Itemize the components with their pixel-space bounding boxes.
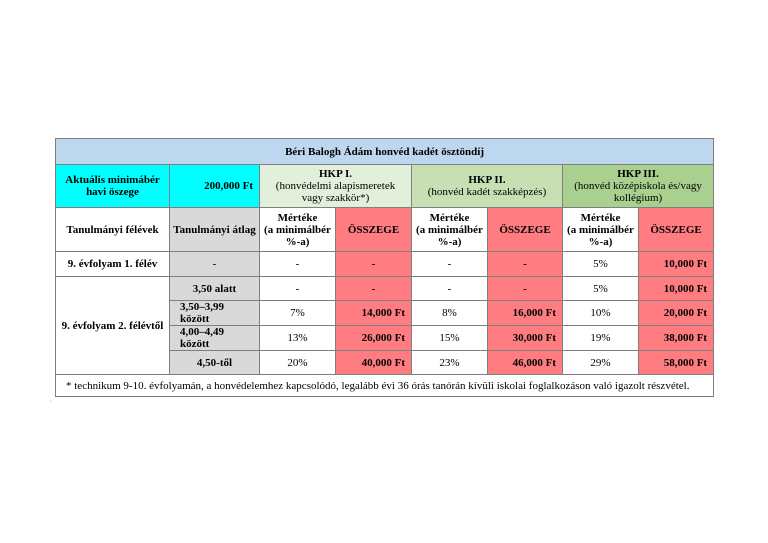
- hkp3-percent: 29%: [563, 351, 639, 375]
- table-row: [56, 252, 714, 277]
- hkp3-amount: 38,000 Ft: [639, 326, 714, 351]
- hkp1-percent: -: [260, 252, 336, 277]
- hkp1-amount: 14,000 Ft: [336, 301, 412, 326]
- hkp2-amount: 16,000 Ft: [488, 301, 563, 326]
- hkp2-amount: 30,000 Ft: [488, 326, 563, 351]
- paragraph-mark: ◦: [49, 398, 53, 405]
- header-hkp1-osszeg: ÖSSZEGE: [336, 208, 412, 252]
- hkp3-percent: 19%: [563, 326, 639, 351]
- hkp1-header: HKP I. (honvédelmi alapismeretek vagy szakkör*): [260, 165, 412, 208]
- hkp2-percent: 8%: [412, 301, 488, 326]
- table-row: [56, 277, 714, 301]
- hkp2-percent: -: [412, 252, 488, 277]
- hkp1-amount: -: [336, 277, 412, 301]
- header-felevek: Tanulmányi félévek: [56, 208, 170, 252]
- hkp1-percent: 7%: [260, 301, 336, 326]
- header-hkp2-osszeg: ÖSSZEGE: [488, 208, 563, 252]
- hkp3-percent: 5%: [563, 277, 639, 301]
- header-hkp2-mertek: Mértéke (a minimálbér %-a): [412, 208, 488, 252]
- header-hkp3-osszeg: ÖSSZEGE: [639, 208, 714, 252]
- atlag-cell: 3,50–3,99 között: [170, 301, 260, 326]
- felev-cell: 9. évfolyam 2. félévtől: [56, 277, 170, 375]
- hkp3-amount: 10,000 Ft: [639, 277, 714, 301]
- scholarship-table: [55, 138, 714, 397]
- hkp1-amount: 40,000 Ft: [336, 351, 412, 375]
- hkp1-percent: 20%: [260, 351, 336, 375]
- atlag-cell: -: [170, 252, 260, 277]
- hkp1-percent: 13%: [260, 326, 336, 351]
- header-hkp3-mertek: Mértéke (a minimálbér %-a): [563, 208, 639, 252]
- felev-cell: 9. évfolyam 1. félév: [56, 252, 170, 277]
- hkp2-percent: 23%: [412, 351, 488, 375]
- hkp2-percent: -: [412, 277, 488, 301]
- header-hkp1-mertek: Mértéke (a minimálbér %-a): [260, 208, 336, 252]
- hkp1-amount: -: [336, 252, 412, 277]
- footnote: * technikum 9-10. évfolyamán, a honvédelemhez kapcsolódó, legalább évi 36 órás tanórán kívüli iskolai foglalkozáson való igazolt részvétel.: [56, 375, 714, 397]
- header-atlag: Tanulmányi átlag: [170, 208, 260, 252]
- min-wage-label: Aktuális minimábér havi öszege: [56, 165, 170, 208]
- hkp3-amount: 10,000 Ft: [639, 252, 714, 277]
- atlag-cell: 4,00–4,49 között: [170, 326, 260, 351]
- hkp3-percent: 5%: [563, 252, 639, 277]
- atlag-cell: 4,50-től: [170, 351, 260, 375]
- hkp2-header: HKP II. (honvéd kadét szakképzés): [412, 165, 563, 208]
- hkp3-header: HKP III. (honvéd középiskola és/vagy kollégium): [563, 165, 714, 208]
- table-title: Béri Balogh Ádám honvéd kadét ösztöndíj: [56, 139, 714, 165]
- hkp3-amount: 20,000 Ft: [639, 301, 714, 326]
- hkp3-percent: 10%: [563, 301, 639, 326]
- min-wage-value: 200,000 Ft: [170, 165, 260, 208]
- hkp2-amount: -: [488, 277, 563, 301]
- hkp2-percent: 15%: [412, 326, 488, 351]
- hkp1-amount: 26,000 Ft: [336, 326, 412, 351]
- hkp3-amount: 58,000 Ft: [639, 351, 714, 375]
- hkp2-amount: 46,000 Ft: [488, 351, 563, 375]
- hkp2-amount: -: [488, 252, 563, 277]
- atlag-cell: 3,50 alatt: [170, 277, 260, 301]
- hkp1-percent: -: [260, 277, 336, 301]
